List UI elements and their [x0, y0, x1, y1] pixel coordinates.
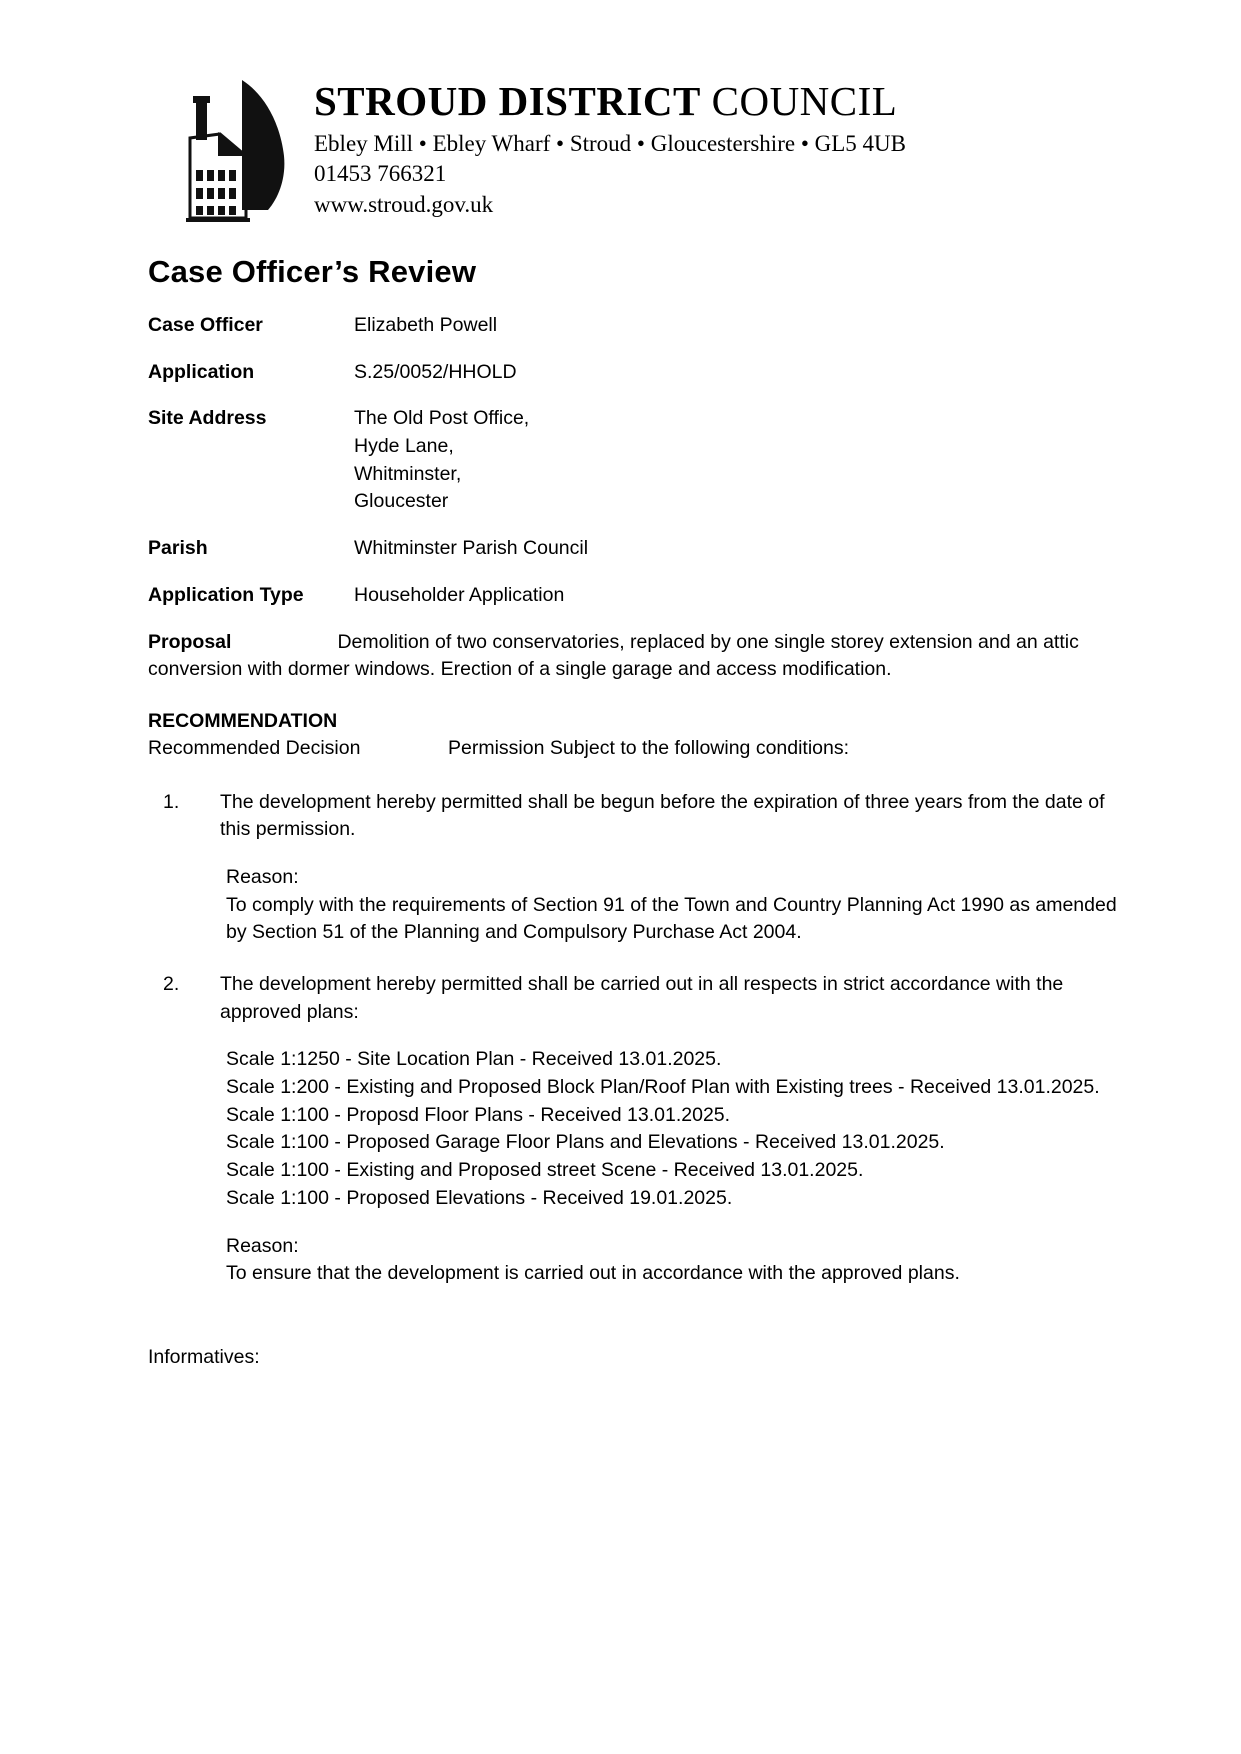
field-value-application: S.25/0052/HHOLD — [354, 360, 517, 383]
site-address-line: Hyde Lane, — [354, 435, 454, 458]
approved-plan-line: Scale 1:100 - Proposd Floor Plans - Received 13.01.2025. — [226, 1103, 731, 1126]
recommendation-heading: RECOMMENDATION — [148, 709, 338, 732]
condition-reason-text: To comply with the requirements of Section 91 of the Town and Country Planning Act 1990 as amended by Section 51 of the Planning and Compulsory Purchase Act 2004. — [226, 893, 1117, 944]
condition-text: The development hereby permitted shall be carried out in all respects in strict accordance with the approved plans: — [220, 973, 1064, 1023]
condition-body — [220, 789, 1141, 947]
field-label-site-address: Site Address — [148, 407, 267, 430]
council-name-light: COUNCIL — [711, 78, 898, 124]
spacer — [220, 844, 1123, 864]
field-value-application-type: Householder Application — [354, 583, 565, 606]
council-address: Ebley Mill • Ebley Wharf • Stroud • Gloucestershire • GL5 4UB — [314, 131, 906, 157]
field-value-proposal: Demolition of two conservatories, replaced by one single storey extension and an attic conversion with dormer windows. Erection of a single garage and access modification. — [148, 630, 1079, 681]
recommended-decision-label: Recommended Decision — [148, 736, 361, 759]
letterhead — [180, 70, 1141, 228]
council-name-bold: STROUD DISTRICT — [314, 78, 701, 124]
field-parish — [148, 535, 1141, 563]
condition-number: 1. — [163, 790, 180, 813]
condition-reason-text: To ensure that the development is carried out in accordance with the approved plans. — [226, 1262, 960, 1285]
field-label-parish: Parish — [148, 537, 208, 560]
recommended-decision-value: Permission Subject to the following conditions: — [448, 736, 850, 759]
approved-plan-line: Scale 1:100 - Proposed Garage Floor Plans and Elevations - Received 13.01.2025. — [226, 1131, 945, 1154]
field-case-officer — [148, 312, 1141, 340]
approved-plan-line: Scale 1:100 - Existing and Proposed street Scene - Received 13.01.2025. — [226, 1159, 864, 1182]
conditions-list — [148, 789, 1141, 1288]
field-value-case-officer: Elizabeth Powell — [354, 314, 498, 336]
stroud-district-council-logo-icon — [180, 78, 300, 228]
condition-body — [220, 971, 1141, 1288]
approved-plan-line: Scale 1:1250 - Site Location Plan - Received 13.01.2025. — [226, 1048, 722, 1071]
field-label-case-officer: Case Officer — [148, 314, 263, 336]
council-website: www.stroud.gov.uk — [314, 191, 494, 217]
informatives-label: Informatives: — [148, 1345, 260, 1368]
condition-number: 2. — [163, 973, 180, 995]
page-title: Case Officer’s Review — [148, 254, 477, 289]
field-application — [148, 359, 1141, 387]
letterhead-text — [314, 70, 906, 220]
site-address-line: Gloucester — [354, 490, 449, 513]
recommended-decision-row — [148, 735, 1141, 763]
council-name — [314, 80, 906, 123]
approved-plans-list — [220, 1046, 1123, 1212]
spacer — [220, 1213, 1123, 1233]
condition-item — [148, 971, 1141, 1288]
field-label-application-type: Application Type — [148, 583, 304, 606]
condition-item — [148, 789, 1141, 947]
council-phone: 01453 766321 — [314, 161, 447, 187]
condition-reason-label: Reason: — [226, 865, 299, 888]
field-application-type — [148, 582, 1141, 610]
condition-text: The development hereby permitted shall be begun before the expiration of three years from the date of this permission. — [220, 790, 1105, 841]
field-value-site-address — [354, 405, 1141, 516]
spacer — [220, 1026, 1123, 1046]
site-address-line: The Old Post Office, — [354, 407, 530, 430]
field-label-application: Application — [148, 360, 255, 383]
site-address-line: Whitminster, — [354, 462, 462, 485]
field-site-address — [148, 405, 1141, 516]
approved-plan-line: Scale 1:100 - Proposed Elevations - Received 19.01.2025. — [226, 1186, 733, 1209]
field-proposal — [148, 629, 1141, 684]
condition-reason-label: Reason: — [226, 1234, 299, 1257]
field-value-parish: Whitminster Parish Council — [354, 537, 589, 560]
field-label-proposal: Proposal — [148, 630, 232, 653]
approved-plan-line: Scale 1:200 - Existing and Proposed Block Plan/Roof Plan with Existing trees - Received 13.01.2025. — [226, 1076, 1100, 1099]
